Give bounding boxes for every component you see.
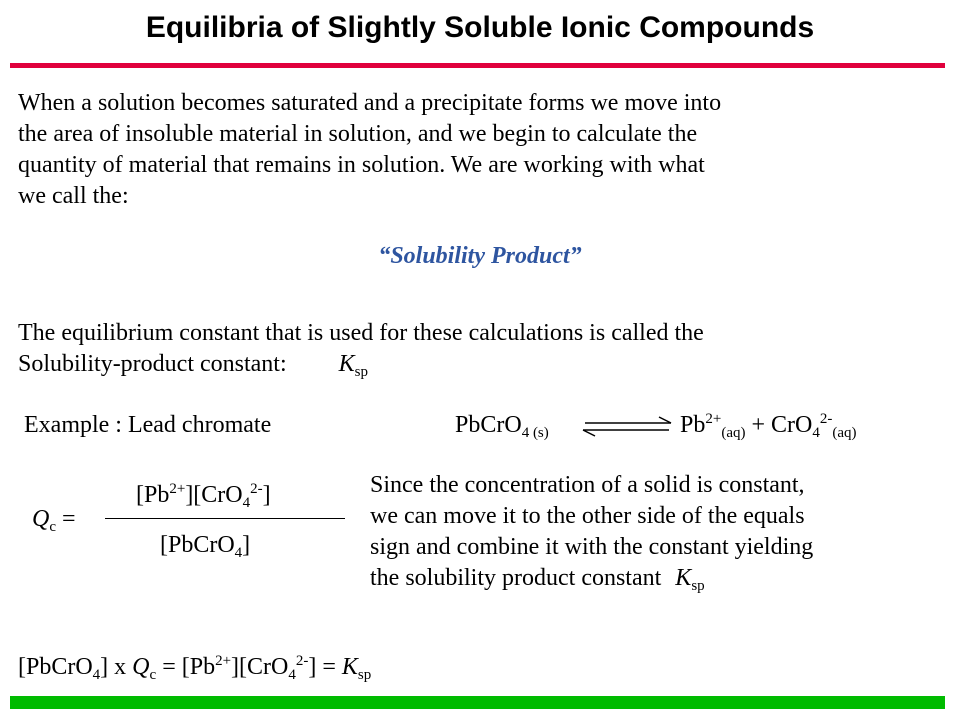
num-pb-charge: 2+ — [169, 481, 186, 497]
pb-state: (aq) — [721, 425, 746, 441]
footer-bar-green — [10, 696, 945, 709]
reactant-subscript: 4 (s) — [521, 425, 549, 441]
eq-equals: ] = — [308, 654, 342, 680]
num-pb: [Pb — [136, 482, 170, 508]
eq-pb: = [Pb — [156, 654, 216, 680]
intro-line: we call the: — [18, 183, 129, 209]
constant-line-text: Solubility-product constant: — [18, 351, 287, 377]
den-close: ] — [242, 532, 251, 558]
title-underline-red — [10, 63, 945, 68]
eq-cro4-charge: 2- — [295, 653, 309, 669]
solubility-product-highlight: “Solubility Product” — [378, 243, 582, 269]
num-close: ] — [262, 482, 271, 508]
eq-k-symbol: K — [341, 654, 358, 680]
pb-charge: 2+ — [705, 411, 722, 427]
qc-equals: = — [56, 506, 76, 532]
eq-pbcro4: [PbCrO — [18, 654, 93, 680]
product-cro4: + CrO — [745, 412, 813, 438]
explanation-text: the solubility product constant — [370, 565, 662, 591]
num-cro4-charge: 2- — [250, 481, 263, 497]
slide-title: Equilibria of Slightly Soluble Ionic Compounds — [145, 11, 815, 44]
eq-cro4: ][CrO — [231, 654, 289, 680]
qc-symbol: Q — [32, 506, 50, 532]
num-cro4: ][CrO — [185, 482, 243, 508]
intro-paragraph — [18, 88, 954, 212]
ksp-subscript: sp — [354, 364, 368, 380]
eq-pb-charge: 2+ — [215, 653, 232, 669]
reaction-products — [680, 410, 857, 441]
intro-line: quantity of material that remains in solution. We are working with what — [18, 152, 705, 178]
explanation-line: we can move it to the other side of the equals — [370, 503, 805, 529]
qc-subscript: c — [49, 519, 57, 535]
eq-times: ] x — [100, 654, 133, 680]
example-label: Example : Lead chromate — [24, 412, 272, 438]
explanation-line: Since the concentration of a solid is constant, — [370, 472, 805, 498]
eq-cro4-subscript: 4 — [288, 667, 296, 683]
fraction-bar — [105, 518, 345, 519]
explanation-line — [370, 563, 960, 594]
product-pb: Pb — [680, 412, 706, 438]
den-pbcro4: [PbCrO — [160, 532, 235, 558]
cro4-subscript: 4 — [812, 425, 820, 441]
intro-line: the area of insoluble material in solution, and we begin to calculate the — [18, 121, 698, 147]
cro4-state: (aq) — [832, 425, 857, 441]
reactant-formula: PbCrO — [455, 412, 522, 438]
eq-q-symbol: Q — [132, 654, 150, 680]
eq-pbcro4-subscript: 4 — [92, 667, 101, 683]
den-subscript: 4 — [234, 545, 243, 561]
equilibrium-arrow-icon — [579, 416, 675, 438]
final-equation — [18, 652, 371, 683]
fraction-numerator — [136, 480, 271, 511]
constant-paragraph — [18, 318, 954, 380]
explanation-line: sign and combine it with the constant yielding — [370, 534, 814, 560]
explanation-paragraph — [370, 470, 960, 594]
constant-line: The equilibrium constant that is used for these calculations is called the — [18, 320, 704, 346]
fraction-denominator — [160, 530, 250, 561]
cro4-charge: 2- — [819, 411, 833, 427]
reaction-reactant — [455, 410, 549, 441]
num-cro4-subscript: 4 — [242, 495, 251, 511]
ksp-symbol: K — [675, 565, 692, 591]
ksp-subscript: sp — [691, 578, 705, 594]
constant-line — [18, 349, 954, 380]
ksp-symbol: K — [338, 351, 355, 377]
qc-label — [32, 504, 76, 535]
eq-q-subscript: c — [149, 667, 157, 683]
eq-k-subscript: sp — [357, 667, 372, 683]
intro-line: When a solution becomes saturated and a precipitate forms we move into — [18, 90, 722, 116]
